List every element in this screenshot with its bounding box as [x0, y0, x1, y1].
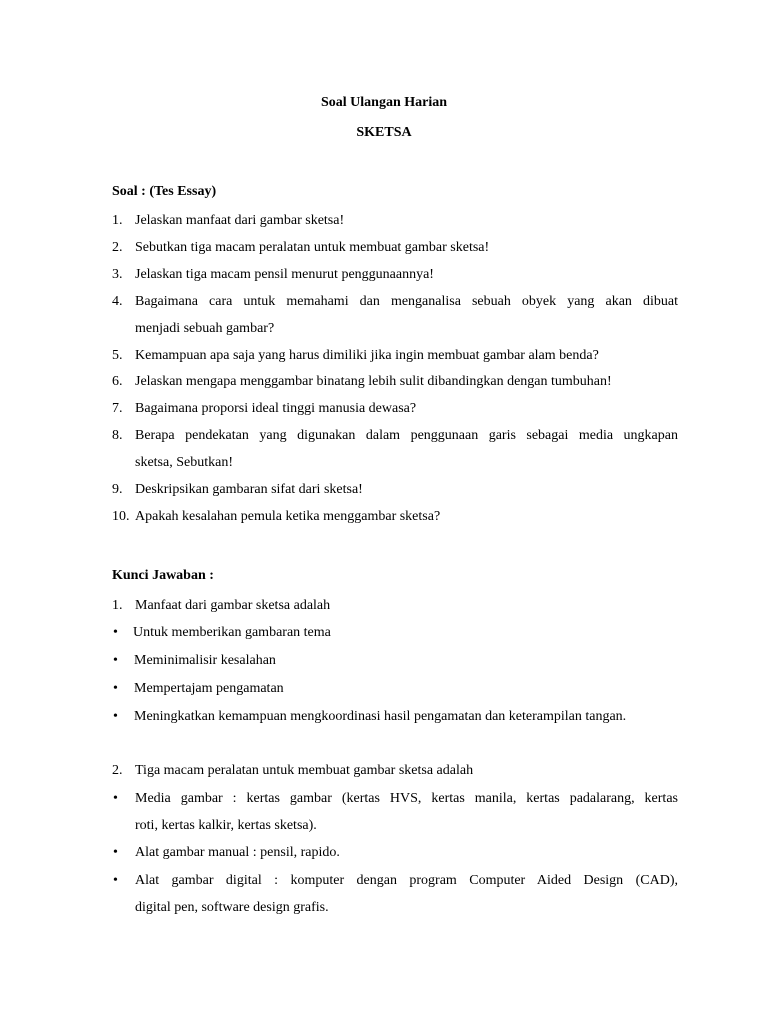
soal-text: Kemampuan apa saja yang harus dimiliki jika ingin membuat gambar alam benda? — [135, 348, 599, 363]
soal-text-continued: menjadi sebuah gambar? — [135, 321, 275, 336]
document-subtitle: SKETSA — [356, 125, 412, 140]
soal-number: 6. — [112, 374, 123, 389]
soal-text: Deskripsikan gambaran sifat dari sketsa! — [135, 482, 363, 497]
bullet-icon: • — [113, 791, 118, 806]
bullet-text: Alat gambar digital : komputer dengan program Computer Aided Design (CAD), — [135, 873, 678, 888]
soal-number: 8. — [112, 428, 123, 443]
soal-heading: Soal : (Tes Essay) — [112, 184, 217, 199]
bullet-icon: • — [113, 709, 118, 724]
soal-number: 7. — [112, 401, 123, 416]
soal-text: Jelaskan mengapa menggambar binatang lebih sulit dibandingkan dengan tumbuhan! — [135, 374, 612, 389]
bullet-text-continued: digital pen, software design grafis. — [135, 900, 329, 915]
document-title: Soal Ulangan Harian — [320, 95, 448, 110]
bullet-icon: • — [113, 653, 118, 668]
soal-text: Bagaimana proporsi ideal tinggi manusia dewasa? — [135, 401, 417, 416]
bullet-icon: • — [113, 873, 118, 888]
soal-text: Berapa pendekatan yang digunakan dalam penggunaan garis sebagai media ungkapan — [135, 428, 678, 443]
answer-text: Manfaat dari gambar sketsa adalah — [135, 598, 331, 613]
bullet-text: Meminimalisir kesalahan — [134, 653, 276, 668]
soal-number: 2. — [112, 240, 123, 255]
soal-text: Bagaimana cara untuk memahami dan menganalisa sebuah obyek yang akan dibuat — [135, 294, 678, 309]
answer-text: Tiga macam peralatan untuk membuat gambar sketsa adalah — [135, 763, 474, 778]
soal-text: Sebutkan tiga macam peralatan untuk membuat gambar sketsa! — [135, 240, 490, 255]
soal-text: Apakah kesalahan pemula ketika menggambar sketsa? — [135, 509, 441, 524]
answer-number: 2. — [112, 763, 123, 778]
soal-text: Jelaskan manfaat dari gambar sketsa! — [135, 213, 345, 228]
soal-number: 1. — [112, 213, 123, 228]
soal-number: 10. — [112, 509, 130, 524]
bullet-text: Untuk memberikan gambaran tema — [133, 625, 331, 640]
soal-text: Jelaskan tiga macam pensil menurut penggunaannya! — [135, 267, 434, 282]
soal-number: 4. — [112, 294, 123, 309]
bullet-icon: • — [113, 625, 118, 640]
bullet-text: Meningkatkan kemampuan mengkoordinasi hasil pengamatan dan keterampilan tangan. — [134, 709, 627, 724]
bullet-text: Media gambar : kertas gambar (kertas HVS, kertas manila, kertas padalarang, kertas — [135, 791, 678, 806]
soal-number: 9. — [112, 482, 123, 497]
bullet-icon: • — [113, 681, 118, 696]
bullet-icon: • — [113, 845, 118, 860]
bullet-text-continued: roti, kertas kalkir, kertas sketsa). — [135, 818, 317, 833]
soal-number: 5. — [112, 348, 123, 363]
soal-text-continued: sketsa, Sebutkan! — [135, 455, 233, 470]
bullet-text: Mempertajam pengamatan — [134, 681, 284, 696]
bullet-text: Alat gambar manual : pensil, rapido. — [135, 845, 340, 860]
soal-number: 3. — [112, 267, 123, 282]
answer-number: 1. — [112, 598, 123, 613]
kunci-heading: Kunci Jawaban : — [112, 568, 214, 583]
